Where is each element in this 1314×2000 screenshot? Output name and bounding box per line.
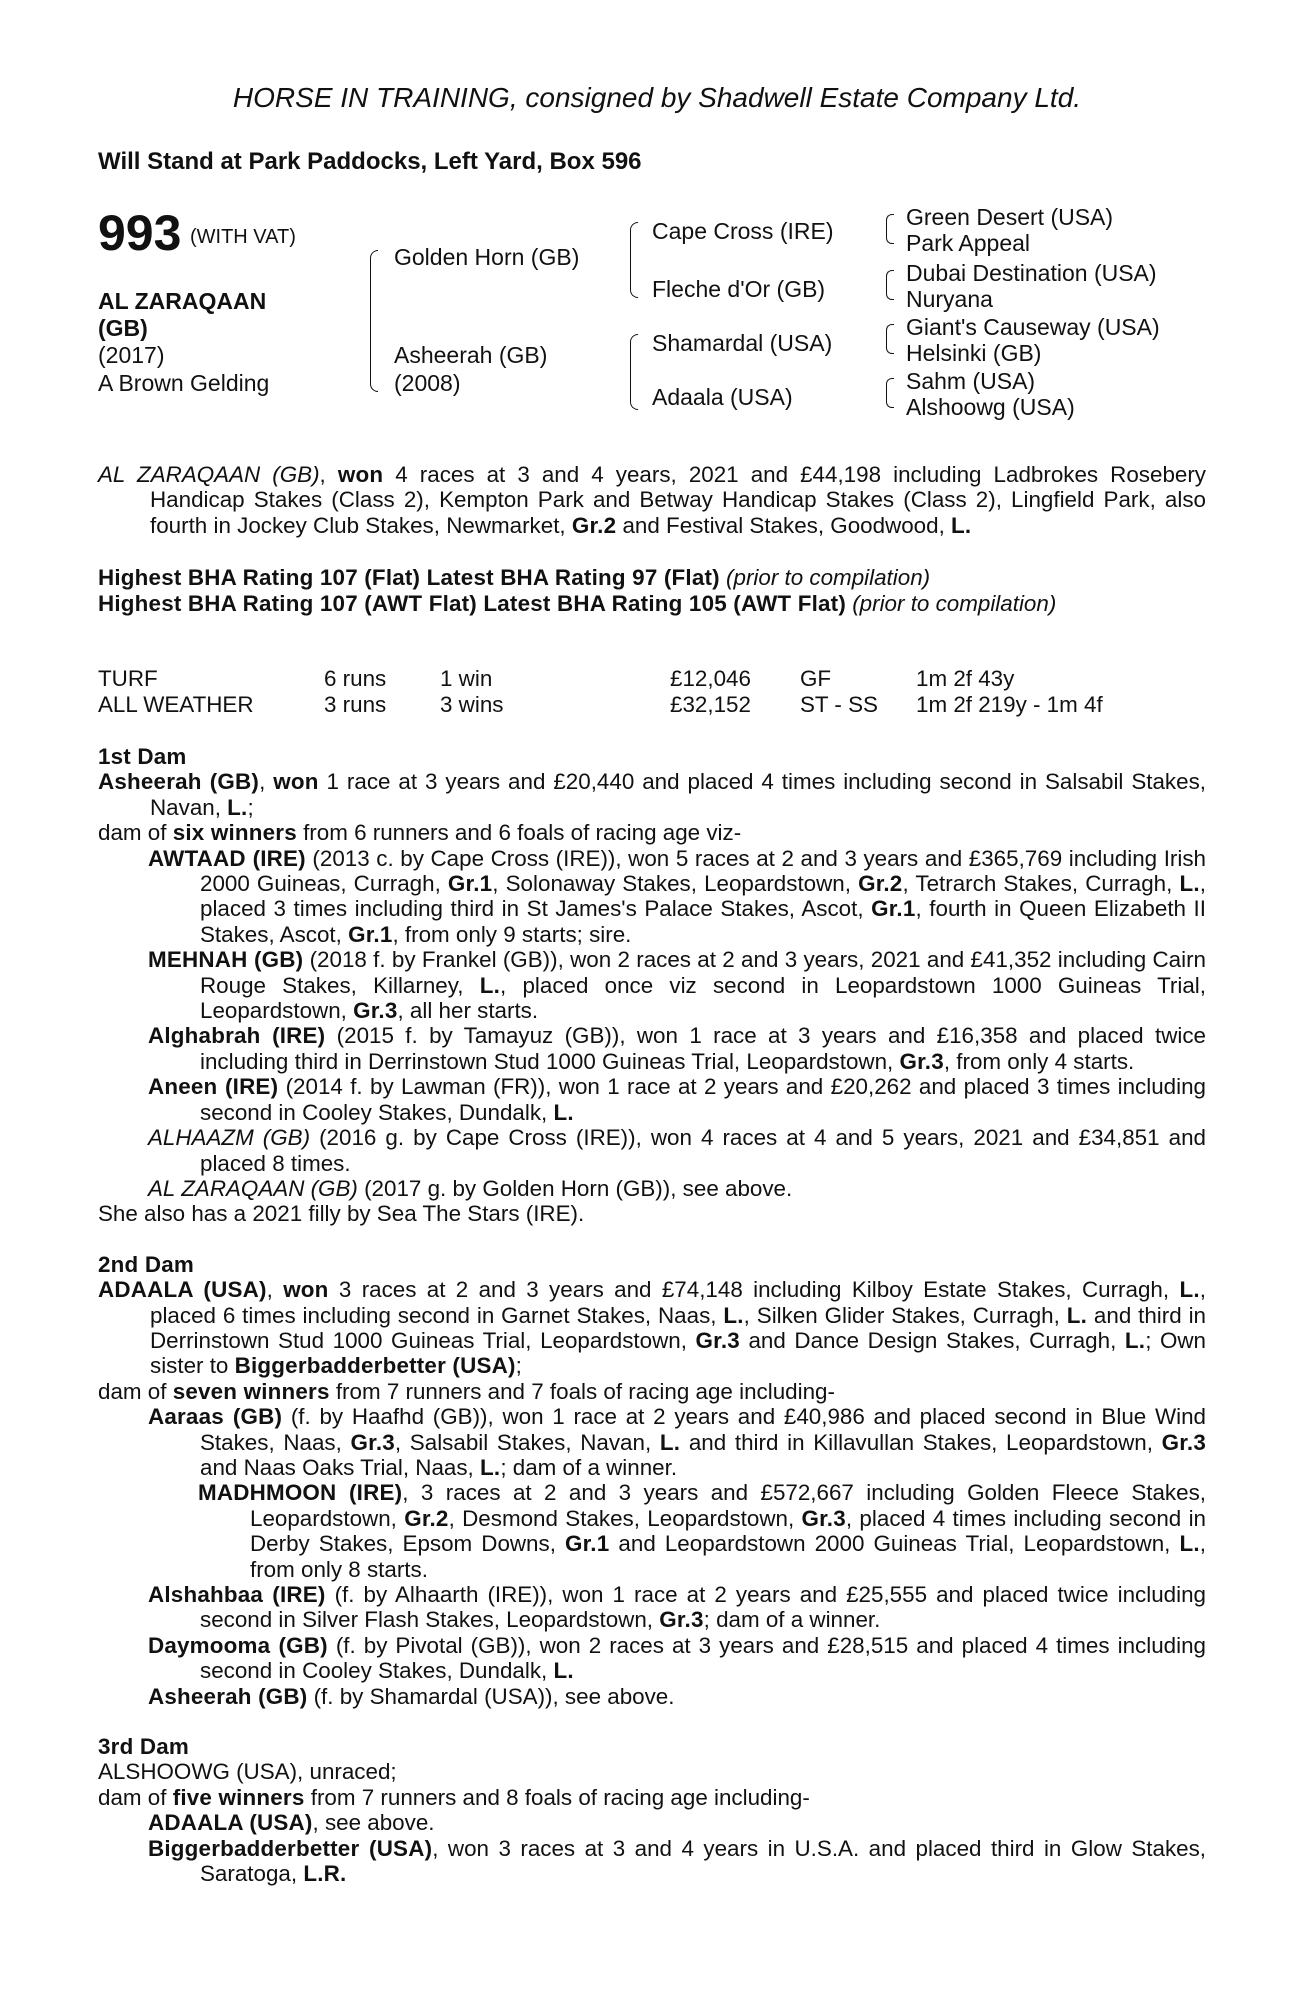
pedigree-gen3-4: Nuryana <box>906 286 993 312</box>
horse-name-line2: (GB) <box>98 315 148 341</box>
pedigree-gen2-3: Shamardal (USA) <box>652 330 833 356</box>
foal-aaraas: Aaraas (GB) (f. by Haafhd (GB)), won 1 race at 2 years and £40,986 and placed second in Blue Wind Stakes, Naas, Gr.3, Salsabil Stakes, Navan, L. and third in Killavullan Stakes, Leopardstown, Gr.3 and Naas Oaks Trial, Naas, L.; dam of a winner. <box>148 1404 1206 1480</box>
rating-awt: Highest BHA Rating 107 (AWT Flat) Latest BHA Rating 105 (AWT Flat) (prior to compilation) <box>98 590 1057 616</box>
horse-description: A Brown Gelding <box>98 370 270 396</box>
gen3-brace-3 <box>886 324 894 354</box>
foal-mehnah: MEHNAH (GB) (2018 f. by Frankel (GB)), won 2 races at 2 and 3 years, 2021 and £41,352 including Cairn Rouge Stakes, Killarney, L., placed once viz second in Leopardstown 1000 Guineas Trial, Leopardstown, Gr.3, all her starts. <box>148 947 1206 1024</box>
pedigree-gen2-1: Cape Cross (IRE) <box>652 218 834 244</box>
gen3-brace-4 <box>886 378 894 408</box>
pedigree-gen3-5: Giant's Causeway (USA) <box>906 314 1160 340</box>
foal-awtaad: AWTAAD (IRE) (2013 c. by Cape Cross (IRE)), won 5 races at 2 and 3 years and £365,769 including Irish 2000 Guineas, Curragh, Gr.1, Solonaway Stakes, Leopardstown, Gr.2, Tetrarch Stakes, Curragh, L., placed 3 times including third in St James's Palace Stakes, Ascot, Gr.1, fourth in Queen Elizabeth II Stakes, Ascot, Gr.1, from only 9 starts; sire. <box>148 845 1206 947</box>
foal-al-zaraqaan: AL ZARAQAAN (GB) (2017 g. by Golden Horn (GB)), see above. <box>148 1175 793 1201</box>
horse-name-line1: AL ZARAQAAN <box>98 288 267 314</box>
summary-section <box>98 462 1206 616</box>
dam-brace <box>630 334 638 410</box>
foal-alhaazm: ALHAAZM (GB) (2016 g. by Cape Cross (IRE)), won 4 races at 4 and 5 years, 2021 and £34,851 and placed 8 times. <box>148 1125 1206 1176</box>
sire-dam-brace <box>370 250 378 392</box>
pedigree-gen3-7: Sahm (USA) <box>906 368 1036 394</box>
foal-alghabrah: Alghabrah (IRE) (2015 f. by Tamayuz (GB)), won 1 race at 3 years and £16,358 and placed twice including third in Derrinstown Stud 1000 Guineas Trial, Leopardstown, Gr.3, from only 4 starts. <box>148 1023 1206 1074</box>
gen3-brace-1 <box>886 214 894 244</box>
pedigree-gen2-2: Fleche d'Or (GB) <box>652 276 826 302</box>
horse-year: (2017) <box>98 342 165 368</box>
pedigree-gen3-6: Helsinki (GB) <box>906 340 1042 366</box>
foal-madhmoon: MADHMOON (IRE), 3 races at 2 and 3 years and £572,667 including Golden Fleece Stakes, Leopardstown, Gr.2, Desmond Stakes, Leopardstown, Gr.3, placed 4 times including second in Derby Stakes, Epsom Downs, Gr.1 and Leopardstown 2000 Guineas Trial, Leopardstown, L., from only 8 starts. <box>198 1480 1207 1582</box>
race-summary: AL ZARAQAAN (GB), won 4 races at 3 and 4 years, 2021 and £44,198 including Ladbrokes Rosebery Handicap Stakes (Class 2), Kempton Park and Betway Handicap Stakes (Class 2), Lingfield Park, also fourth in Jockey Club Stakes, Newmarket, Gr.2 and Festival Stakes, Goodwood, L. <box>98 462 1206 538</box>
dam1-heading: 1st Dam <box>98 744 187 769</box>
dam2-heading: 2nd Dam <box>98 1251 194 1277</box>
foal-biggerbadderbetter: Biggerbadderbetter (USA), won 3 races at 3 and 4 years in U.S.A. and placed third in Glow Stakes, Saratoga, L.R. <box>148 1835 1207 1887</box>
dam2-dam-of: dam of seven winners from 7 runners and 7 foals of racing age including- <box>98 1378 835 1404</box>
rating-flat: Highest BHA Rating 107 (Flat) Latest BHA Rating 97 (Flat) (prior to compilation) <box>98 565 931 591</box>
dam3-heading: 3rd Dam <box>98 1734 189 1760</box>
pedigree-sire: Golden Horn (GB) <box>394 244 580 270</box>
gen3-brace-2 <box>886 270 894 300</box>
dam-records <box>98 744 1206 1886</box>
vat-note: (WITH VAT) <box>190 226 296 248</box>
pedigree-dam: Asheerah (GB) <box>394 342 548 368</box>
foal-adaala: ADAALA (USA), see above. <box>148 1810 435 1836</box>
catalogue-page: HORSE IN TRAINING, consigned by Shadwell Estate Company Ltd. Will Stand at Park Paddocks, Left Yard, Box 596 993 (WITH VAT) AL ZARAQAAN (GB) (2017) A Brown Gelding Golden Horn (GB) Asheerah (GB) (2008) Cape Cross (IRE) Fleche d'Or (GB) Shamardal (USA) Adaala (USA) Green Desert (USA) Park Appeal Dubai Destination (USA) Nuryana Giant's Causeway (USA) Helsinki (GB) Sahm (USA) Alshoowg (USA) AL ZARAQAAN (GB), won 4 races at 3 and 4 years, 2021 and £44,198 including Ladbrokes Rosebery Handicap Stakes (Class 2), Kempton Park and Betway Handicap Stakes (Class 2), Lingfield Park, also fourth in Jockey Club Stakes, Newmarket, Gr.2 and Festival Stakes, Goodwood, L. Highest BHA Rating 107 (Flat) Latest BHA Rating 97 (Flat) (prior to compilation) Highest BHA Rating 107 (AWT Flat) Latest BHA Rating 105 (AWT Flat) (prior to compilation) TURF 6 runs 1 win £12,046 GF 1m 2f 43y ALL WEATHER 3 runs 3 wins £32,152 ST - SS 1m 2f 219y - 1m 4f 1st Dam Asheerah (GB), won 1 race at 3 years and £20,440 and placed 4 times including second in Salsabil Stakes, Navan, L.; dam of six winners from 6 runners and 6 foals of racing age viz- AWTAAD (IRE) (2013 c. by Cape Cross (IRE)), won 5 races at 2 and 3 years and £365,769 including Irish 2000 Guineas, Curragh, Gr.1, Solonaway Stakes, Leopardstown, Gr.2, Tetrarch Stakes, Curragh, L., placed 3 times including third in St James's Palace Stakes, Ascot, Gr.1, fourth in Queen Elizabeth II Stakes, Ascot, Gr.1, from only 9 starts; sire. MEHNAH (GB) (2018 f. by Frankel (GB)), won 2 races at 2 and 3 years, 2021 and £41,352 including Cairn Rouge Stakes, Killarney, L., placed once viz second in Leopardstown 1000 Guineas Trial, Leopardstown, Gr.3, all her starts. Alghabrah (IRE) (2015 f. by Tamayuz (GB)), won 1 race at 3 years and £16,358 and placed twice including third in Derrinstown Stud 1000 Guineas Trial, Leopardstown, Gr.3, from only 4 starts. Aneen (IRE) (2014 f. by Lawman (FR)), won 1 race at 2 years and £20,262 and placed 3 times including second in Cooley Stakes, Dundalk, L. ALHAAZM (GB) (2016 g. by Cape Cross (IRE)), won 4 races at 4 and 5 years, 2021 and £34,851 and placed 8 times. AL ZARAQAAN (GB) (2017 g. by Golden Horn (GB)), see above. She also has a 2021 filly by Sea The Stars (IRE). 2nd Dam ADAALA (USA), won 3 races at 2 and 3 years and £74,148 including Kilboy Estate Stakes, Curragh, L., placed 6 times including second in Garnet Stakes, Naas, L., Silken Glider Stakes, Curragh, L. and third in Derrinstown Stud 1000 Guineas Trial, Leopardstown, Gr.3 and Dance Design Stakes, Curragh, L.; Own sister to Biggerbadderbetter (USA); dam of seven winners from 7 runners and 7 foals of racing age including- Aaraas (GB) (f. by Haafhd (GB)), won 1 race at 2 years and £40,986 and placed second in Blue Wind Stakes, Naas, Gr.3, Salsabil Stakes, Navan, L. and third in Killavullan Stakes, Leopardstown, Gr.3 and Naas Oaks Trial, Naas, L.; dam of a winner. MADHMOON (IRE), 3 races at 2 and 3 years and £572,667 including Golden Fleece Stakes, Leopardstown, Gr.2, Desmond Stakes, Leopardstown, Gr.3, placed 4 times including second in Derby Stakes, Epsom Downs, Gr.1 and Leopardstown 2000 Guineas Trial, Leopardstown, L., from only 8 starts. Alshahbaa (IRE) (f. by Alhaarth (IRE)), won 1 race at 2 years and £25,555 and placed twice including second in Silver Flash Stakes, Leopardstown, Gr.3; dam of a winner. Daymooma (GB) (f. by Pivotal (GB)), won 2 races at 3 years and £28,515 and placed 4 times including second in Cooley Stakes, Dundalk, L. Asheerah (GB) (f. by Shamardal (USA)), see above. 3rd Dam ALSHOOWG (USA), unraced; dam of five winners from 7 runners and 8 foals of racing age including- ADAALA (USA), see above. Biggerbadderbetter (USA), won 3 races at 3 and 4 years in U.S.A. and placed third in Glow Stakes, Saratoga, L.R. <box>0 0 1314 2000</box>
foal-alshahbaa: Alshahbaa (IRE) (f. by Alhaarth (IRE)), won 1 race at 2 years and £25,555 and placed twice including second in Silver Flash Stakes, Leopardstown, Gr.3; dam of a winner. <box>148 1582 1206 1633</box>
sire-brace <box>630 222 638 298</box>
pedigree-gen3-3: Dubai Destination (USA) <box>906 260 1157 286</box>
dam1-dam-of: dam of six winners from 6 runners and 6 foals of racing age viz- <box>98 820 742 846</box>
pedigree-dam-year: (2008) <box>394 370 461 396</box>
stand-location: Will Stand at Park Paddocks, Left Yard, Box 596 <box>98 148 642 175</box>
dam1-record: Asheerah (GB), won 1 race at 3 years and £20,440 and placed 4 times including second in Salsabil Stakes, Navan, L.; <box>98 769 1206 820</box>
dam1-note: She also has a 2021 filly by Sea The Stars (IRE). <box>98 1201 585 1227</box>
foal-asheerah: Asheerah (GB) (f. by Shamardal (USA)), see above. <box>148 1683 675 1709</box>
pedigree-gen2-4: Adaala (USA) <box>652 384 793 410</box>
lot-number: 993 <box>98 205 182 261</box>
horse-name <box>98 288 318 342</box>
dam3-record: ALSHOOWG (USA), unraced; <box>98 1759 397 1785</box>
foal-aneen: Aneen (IRE) (2014 f. by Lawman (FR)), won 1 race at 2 years and £20,262 and placed 3 times including second in Cooley Stakes, Dundalk, L. <box>148 1074 1207 1125</box>
dam3-dam-of: dam of five winners from 7 runners and 8 foals of racing age including- <box>98 1784 810 1810</box>
summary-horse-name: AL ZARAQAAN (GB) <box>98 462 320 487</box>
pedigree-gen3-8: Alshoowg (USA) <box>906 394 1075 420</box>
pedigree-gen3-2: Park Appeal <box>906 230 1031 256</box>
pedigree-gen3-1: Green Desert (USA) <box>906 204 1114 230</box>
dam2-record: ADAALA (USA), won 3 races at 2 and 3 years and £74,148 including Kilboy Estate Stakes, Curragh, L., placed 6 times including second in Garnet Stakes, Naas, L., Silken Glider Stakes, Curragh, L. and third in Derrinstown Stud 1000 Guineas Trial, Leopardstown, Gr.3 and Dance Design Stakes, Curragh, L.; Own sister to Biggerbadderbetter (USA); <box>98 1277 1207 1379</box>
consignment-line: HORSE IN TRAINING, consigned by Shadwell Estate Company Ltd. <box>232 82 1082 113</box>
foal-daymooma: Daymooma (GB) (f. by Pivotal (GB)), won 2 races at 3 years and £28,515 and placed 4 times including second in Cooley Stakes, Dundalk, L. <box>148 1632 1206 1684</box>
